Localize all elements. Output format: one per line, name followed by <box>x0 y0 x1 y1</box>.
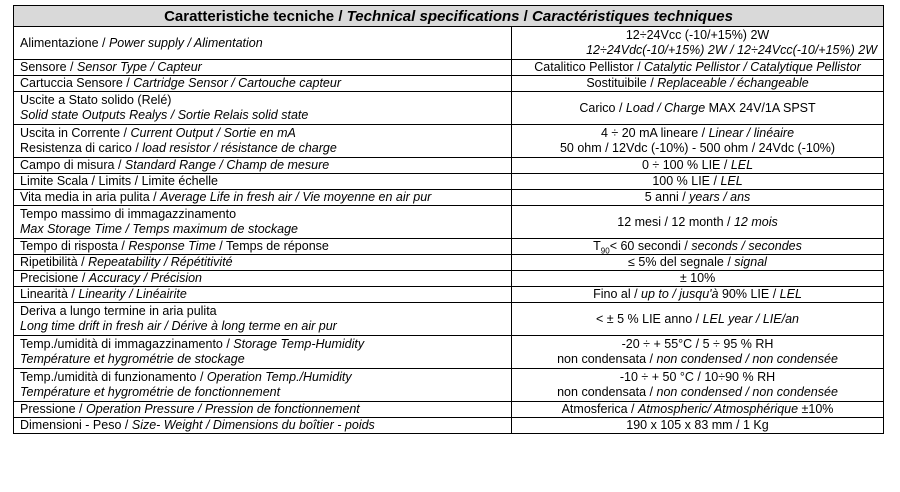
cell-line <box>20 385 505 400</box>
text-segment: Sensor Type / Capteur <box>76 60 202 74</box>
text-segment: Température et hygrométrie de fonctionnement <box>20 385 281 399</box>
text-segment: Temp./umidità di immagazzinamento / <box>20 337 234 351</box>
cell-line <box>518 312 877 327</box>
text-segment: Standard Range / Champ de mesure <box>124 158 330 172</box>
text-segment: LEL <box>720 174 743 188</box>
table-row <box>14 287 884 303</box>
cell-line <box>20 418 505 433</box>
spec-value-cell <box>512 369 884 402</box>
text-segment: Linearità / <box>20 287 79 301</box>
text-segment: non condensed / non condensée <box>656 385 838 399</box>
text-segment: LEL year / LIE/an <box>702 311 799 326</box>
spec-value-cell <box>512 271 884 287</box>
text-segment: Température et hygrométrie de stockage <box>20 352 245 366</box>
table-row <box>14 125 884 158</box>
table-row <box>14 158 884 174</box>
spec-value-cell <box>512 336 884 369</box>
text-segment: < ± 5 % LIE anno / <box>596 311 703 326</box>
spec-value-cell <box>512 125 884 158</box>
text-segment: Current Output / Sortie en mA <box>130 126 296 140</box>
text-segment: Storage Temp-Humidity <box>233 337 365 351</box>
cell-line <box>518 126 877 141</box>
cell-line <box>20 352 505 367</box>
title-french: Caractéristiques techniques <box>532 7 733 25</box>
text-segment: Size- Weight / Dimensions du boîtier - poids <box>131 418 375 432</box>
table-row <box>14 336 884 369</box>
text-segment: 12 mesi / 12 month / <box>617 214 734 229</box>
text-segment: 12÷24Vdc(-10/+15%) 2W / 12÷24Vcc(-10/+15%) 2W <box>586 43 878 57</box>
spec-label-cell <box>14 27 512 60</box>
cell-line <box>20 304 505 319</box>
cell-line <box>20 287 505 302</box>
text-segment: Uscita in Corrente / <box>20 126 131 140</box>
spec-value-cell <box>512 174 884 190</box>
cell-line <box>20 239 505 254</box>
text-segment: Operation Temp./Humidity <box>206 370 352 384</box>
cell-line <box>20 60 505 75</box>
text-segment: Sostituibile / <box>586 76 658 90</box>
spec-table <box>13 5 884 434</box>
table-row <box>14 369 884 402</box>
text-segment: 0 ÷ 100 % LIE / <box>641 158 731 172</box>
spec-label-cell <box>14 174 512 190</box>
spec-label-cell <box>14 303 512 336</box>
text-segment: Load / Charge <box>625 100 706 115</box>
cell-line <box>20 93 505 108</box>
cell-line <box>518 76 877 91</box>
text-segment: Limite Scala / Limits / Limite échelle <box>20 174 218 188</box>
cell-line <box>518 402 877 417</box>
cell-line <box>20 141 505 156</box>
table-row <box>14 27 884 60</box>
cell-line <box>518 337 877 352</box>
table-header-row <box>14 6 884 27</box>
table-row <box>14 402 884 418</box>
text-segment: 4 ÷ 20 mA lineare / <box>600 126 709 140</box>
spec-label-cell <box>14 92 512 125</box>
cell-line <box>518 43 877 58</box>
cell-line <box>518 271 877 286</box>
text-segment: Carico / <box>579 100 626 115</box>
spec-value-cell <box>512 60 884 76</box>
text-segment: Alimentazione / <box>20 35 109 50</box>
text-segment: T <box>593 239 601 253</box>
spec-label-cell <box>14 206 512 239</box>
text-segment: / Temps de réponse <box>215 239 329 253</box>
text-segment: Atmosferica / <box>561 402 639 416</box>
text-segment: MAX 24V/1A SPST <box>705 100 816 115</box>
cell-line <box>20 319 505 334</box>
cell-line <box>518 385 877 400</box>
cell-line <box>20 158 505 173</box>
cell-line <box>518 158 877 173</box>
spec-value-cell <box>512 418 884 434</box>
table-row <box>14 239 884 255</box>
text-segment: non condensata / <box>557 385 657 399</box>
text-segment: seconds / secondes <box>691 239 802 253</box>
text-segment: years / ans <box>689 190 751 204</box>
spec-body <box>14 27 884 434</box>
text-segment: Linearity / Linéairite <box>78 287 187 301</box>
text-segment: LEL <box>730 158 754 172</box>
cell-line <box>20 222 505 237</box>
text-segment: -10 ÷ + 50 °C / 10÷90 % RH <box>619 370 776 384</box>
cell-line <box>518 101 877 116</box>
text-segment: 100 % LIE / <box>652 174 721 188</box>
text-segment: -20 ÷ + 55°C / 5 ÷ 95 % RH <box>621 337 774 351</box>
text-segment: Max Storage Time / Temps maximum de stockage <box>20 222 299 236</box>
table-row <box>14 255 884 271</box>
spec-value-cell <box>512 76 884 92</box>
text-segment: Dimensioni - Peso / <box>20 418 132 432</box>
subscript: 90 <box>600 246 610 255</box>
text-segment: 12÷24Vcc (-10/+15%) 2W <box>625 28 770 42</box>
text-segment: Linear / linéaire <box>708 126 795 140</box>
spec-value-cell <box>512 158 884 174</box>
spec-label-cell <box>14 76 512 92</box>
cell-line <box>518 287 877 302</box>
spec-value-cell <box>512 92 884 125</box>
spec-value-cell <box>512 303 884 336</box>
cell-line <box>518 255 877 270</box>
text-segment: Average Life in fresh air / Vie moyenne en air pur <box>160 190 432 204</box>
spec-label-cell <box>14 402 512 418</box>
text-segment: Catalitico Pellistor / <box>534 60 645 74</box>
spec-label-cell <box>14 271 512 287</box>
table-row <box>14 92 884 125</box>
text-segment: 90% LIE / <box>718 287 780 301</box>
cell-line <box>518 418 877 433</box>
table-row <box>14 174 884 190</box>
text-segment: ±10% <box>798 402 834 416</box>
text-segment: Fino al / <box>593 287 642 301</box>
cell-line <box>518 60 877 75</box>
text-segment: Tempo massimo di immagazzinamento <box>20 207 237 221</box>
spec-label-cell <box>14 255 512 271</box>
title-sep: / <box>334 7 347 25</box>
text-segment: ± 10% <box>679 271 716 285</box>
spec-value-cell <box>512 402 884 418</box>
title-english: Technical specifications <box>346 7 520 25</box>
text-segment: Catalytic Pellistor / Catalytique Pellistor <box>644 60 861 74</box>
text-segment: non condensed / non condensée <box>656 352 838 366</box>
cell-line <box>518 141 877 156</box>
text-segment: < 60 secondi / <box>609 239 692 253</box>
text-segment: 190 x 105 x 83 mm / 1 Kg <box>626 418 769 432</box>
spec-label-cell <box>14 287 512 303</box>
spec-sheet <box>13 5 883 434</box>
spec-value-cell <box>512 255 884 271</box>
cell-line <box>518 215 877 230</box>
cell-line <box>20 207 505 222</box>
spec-value-cell <box>512 190 884 206</box>
text-segment: Ripetibilità / <box>20 255 89 269</box>
spec-value-cell <box>512 27 884 60</box>
cell-line <box>518 190 877 205</box>
text-segment: Sensore / <box>20 60 77 74</box>
table-row <box>14 303 884 336</box>
text-segment: 5 anni / <box>644 190 690 204</box>
spec-value-cell <box>512 239 884 255</box>
title-sep: / <box>519 7 533 25</box>
cell-line <box>20 36 505 51</box>
text-segment: Power supply / Alimentation <box>108 35 263 50</box>
cell-line <box>20 402 505 417</box>
text-segment: non condensata / <box>557 352 657 366</box>
text-segment: Tempo di risposta / <box>20 239 129 253</box>
cell-line <box>518 174 877 189</box>
cell-line <box>20 126 505 141</box>
text-segment: Deriva a lungo termine in aria pulita <box>20 304 217 318</box>
spec-label-cell <box>14 60 512 76</box>
spec-label-cell <box>14 336 512 369</box>
spec-label-cell <box>14 239 512 255</box>
text-segment: signal <box>734 255 767 269</box>
table-row <box>14 190 884 206</box>
cell-line <box>20 255 505 270</box>
text-segment: Repeatability / Répétitivité <box>88 255 233 269</box>
text-segment: Long time drift in fresh air / Dérive à long terme en air pur <box>20 319 337 333</box>
cell-line <box>20 190 505 205</box>
text-segment: load resistor / résistance de charge <box>142 141 337 155</box>
text-segment: Campo di misura / <box>20 158 125 172</box>
cell-line <box>20 337 505 352</box>
text-segment: Resistenza di carico / <box>20 141 143 155</box>
title-italian: Caratteristiche tecniche <box>164 7 335 25</box>
text-segment: Operation Pressure / Pression de fonctionnement <box>86 402 360 416</box>
table-row <box>14 60 884 76</box>
cell-line <box>20 76 505 91</box>
text-segment: 50 ohm / 12Vdc (-10%) - 500 ohm / 24Vdc (-10%) <box>559 141 836 155</box>
spec-label-cell <box>14 418 512 434</box>
cell-line <box>518 239 877 254</box>
text-segment: Replaceable / échangeable <box>657 76 809 90</box>
text-segment: Temp./umidità di funzionamento / <box>20 370 207 384</box>
text-segment: Precisione / <box>20 271 89 285</box>
cell-line <box>20 370 505 385</box>
cell-line <box>518 352 877 367</box>
text-segment: LEL <box>779 287 802 301</box>
text-segment: up to / jusqu'à <box>641 287 719 301</box>
text-segment: 12 mois <box>733 214 778 229</box>
spec-label-cell <box>14 369 512 402</box>
text-segment: Uscite a Stato solido (Relé) <box>20 93 172 107</box>
table-row <box>14 418 884 434</box>
spec-value-cell <box>512 206 884 239</box>
text-segment: ≤ 5% del segnale / <box>628 255 735 269</box>
spec-label-cell <box>14 125 512 158</box>
cell-line <box>20 271 505 286</box>
cell-line <box>518 28 877 43</box>
table-title <box>14 6 884 27</box>
spec-label-cell <box>14 190 512 206</box>
spec-label-cell <box>14 158 512 174</box>
text-segment: Pressione / <box>20 402 87 416</box>
cell-line <box>20 108 505 123</box>
text-segment: Cartridge Sensor / Cartouche capteur <box>133 76 341 90</box>
cell-line <box>518 370 877 385</box>
cell-line <box>20 174 505 189</box>
text-segment: Response Time <box>128 239 216 253</box>
table-row <box>14 271 884 287</box>
text-segment: Cartuccia Sensore / <box>20 76 134 90</box>
table-row <box>14 206 884 239</box>
text-segment: Accuracy / Précision <box>88 271 203 285</box>
text-segment: Atmospheric/ Atmosphérique <box>638 402 799 416</box>
table-row <box>14 76 884 92</box>
spec-value-cell <box>512 287 884 303</box>
text-segment: Vita media in aria pulita / <box>20 190 161 204</box>
text-segment: Solid state Outputs Realys / Sortie Relais solid state <box>20 108 309 122</box>
